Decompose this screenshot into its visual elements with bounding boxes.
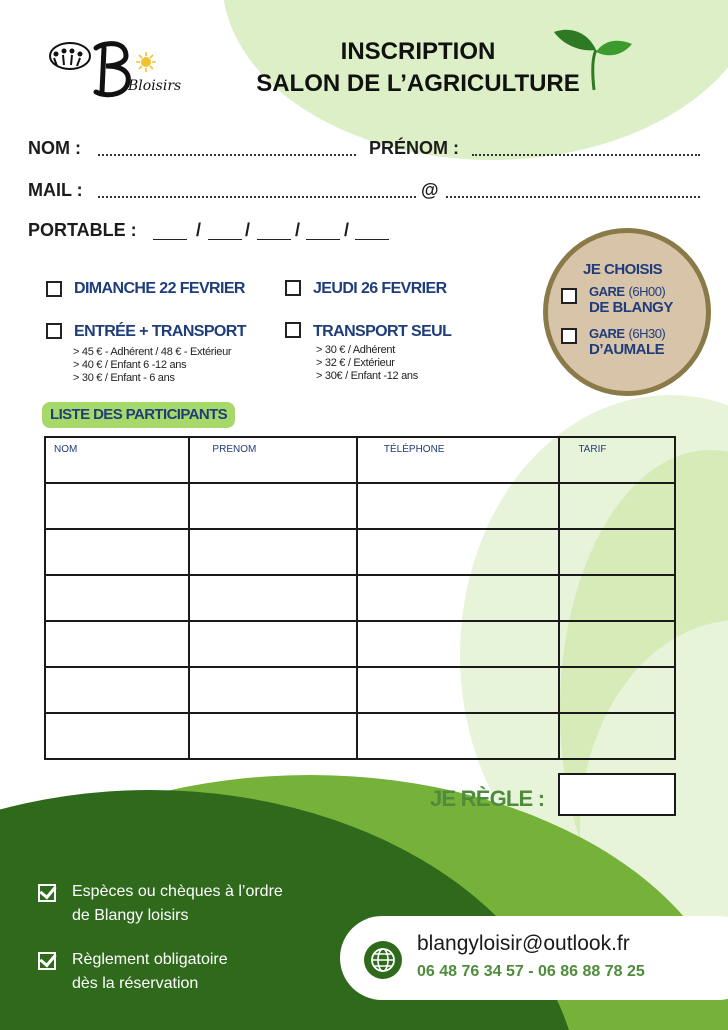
table-cell[interactable] bbox=[559, 483, 675, 529]
note-line: dès la réservation bbox=[72, 975, 199, 992]
mail-at-sign: @ bbox=[421, 180, 439, 200]
participants-table bbox=[44, 436, 676, 760]
table-cell[interactable] bbox=[45, 667, 189, 713]
gare-name: D’AUMALE bbox=[589, 341, 665, 358]
entree-transport-checkbox[interactable] bbox=[46, 323, 62, 339]
portable-label: PORTABLE : bbox=[28, 220, 137, 240]
table-cell[interactable] bbox=[357, 667, 559, 713]
note-line: Règlement obligatoire bbox=[72, 951, 228, 968]
portable-slash-3: / bbox=[295, 220, 301, 240]
table-cell[interactable] bbox=[357, 713, 559, 759]
choose-title: JE CHOISIS bbox=[583, 261, 663, 278]
transport-seul-checkbox[interactable] bbox=[285, 322, 301, 338]
jeudi-label: JEUDI 26 FEVRIER bbox=[313, 280, 447, 297]
table-row bbox=[45, 483, 675, 529]
participants-body bbox=[45, 483, 675, 759]
portable-field-3[interactable] bbox=[257, 238, 291, 240]
logo-text: Bloisirs bbox=[128, 78, 182, 94]
gare-time: (6H00) bbox=[628, 284, 666, 299]
portable-slash-2: / bbox=[245, 220, 251, 240]
table-cell[interactable] bbox=[189, 483, 356, 529]
logo-icon bbox=[44, 34, 184, 106]
column-header-tarif: TARIF bbox=[559, 437, 675, 483]
mail-label: MAIL : bbox=[28, 180, 83, 200]
price-line: > 45 € - Adhérent / 48 € - Extérieur bbox=[73, 346, 232, 358]
price-line: > 30 € / Adhérent bbox=[316, 344, 395, 356]
transport-seul-prices bbox=[316, 344, 418, 383]
portable-slash-1: / bbox=[196, 220, 202, 240]
table-header-row bbox=[45, 437, 675, 483]
table-row bbox=[45, 667, 675, 713]
table-cell[interactable] bbox=[189, 621, 356, 667]
participants-title: LISTE DES PARTICIPANTS bbox=[42, 402, 235, 428]
payment-method-note bbox=[72, 880, 283, 928]
payment-amount-field[interactable] bbox=[558, 773, 676, 816]
portable-field-1[interactable] bbox=[153, 238, 187, 240]
table-cell[interactable] bbox=[559, 575, 675, 621]
mail-user-field[interactable] bbox=[98, 196, 416, 198]
entree-transport-label: ENTRÉE + TRANSPORT bbox=[74, 323, 246, 340]
page-title bbox=[250, 36, 586, 100]
nom-label: NOM : bbox=[28, 138, 81, 158]
table-cell[interactable] bbox=[189, 529, 356, 575]
checkmark-icon bbox=[38, 952, 56, 970]
price-line: > 32 € / Extérieur bbox=[316, 357, 395, 369]
table-cell[interactable] bbox=[45, 575, 189, 621]
gare-aumale-checkbox[interactable] bbox=[561, 328, 577, 344]
nom-field[interactable] bbox=[98, 154, 356, 156]
title-line-2: SALON DE L’AGRICULTURE bbox=[256, 70, 580, 97]
price-line: > 40 € / Enfant 6 -12 ans bbox=[73, 359, 187, 371]
note-line: Espèces ou chèques à l’ordre bbox=[72, 883, 283, 900]
transport-seul-label: TRANSPORT SEUL bbox=[313, 323, 452, 340]
title-line-1: INSCRIPTION bbox=[340, 38, 496, 65]
table-cell[interactable] bbox=[45, 529, 189, 575]
table-cell[interactable] bbox=[189, 575, 356, 621]
column-header-telephone: TÉLÉPHONE bbox=[357, 437, 559, 483]
prenom-field[interactable] bbox=[472, 154, 700, 156]
contact-phones[interactable]: 06 48 76 34 57 - 06 86 88 78 25 bbox=[417, 963, 645, 980]
table-cell[interactable] bbox=[357, 621, 559, 667]
table-cell[interactable] bbox=[559, 529, 675, 575]
globe-icon bbox=[364, 941, 402, 979]
gare-time: (6H30) bbox=[628, 326, 666, 341]
column-header-prenom: PRENOM bbox=[189, 437, 356, 483]
table-cell[interactable] bbox=[357, 529, 559, 575]
payment-required-note bbox=[72, 948, 228, 996]
dimanche-checkbox[interactable] bbox=[46, 281, 62, 297]
contact-email[interactable]: blangyloisir@outlook.fr bbox=[417, 932, 630, 955]
table-cell[interactable] bbox=[357, 483, 559, 529]
dimanche-label: DIMANCHE 22 FEVRIER bbox=[74, 280, 245, 297]
table-cell[interactable] bbox=[559, 713, 675, 759]
portable-slash-4: / bbox=[344, 220, 350, 240]
gare-name: DE BLANGY bbox=[589, 299, 673, 316]
jeudi-checkbox[interactable] bbox=[285, 280, 301, 296]
entree-transport-prices bbox=[73, 346, 231, 385]
gare-prefix: GARE bbox=[589, 326, 625, 341]
table-cell[interactable] bbox=[559, 667, 675, 713]
table-row bbox=[45, 575, 675, 621]
portable-field-2[interactable] bbox=[208, 238, 242, 240]
prenom-label: PRÉNOM : bbox=[369, 138, 459, 158]
column-header-nom: NOM bbox=[45, 437, 189, 483]
payment-label: JE RÈGLE : bbox=[430, 786, 545, 811]
table-row bbox=[45, 713, 675, 759]
note-line: de Blangy loisirs bbox=[72, 907, 189, 924]
checkmark-icon bbox=[38, 884, 56, 902]
gare-blangy-label bbox=[589, 284, 673, 316]
gare-aumale-label bbox=[589, 326, 665, 358]
price-line: > 30€ / Enfant -12 ans bbox=[316, 370, 418, 382]
gare-prefix: GARE bbox=[589, 284, 625, 299]
portable-field-5[interactable] bbox=[355, 238, 389, 240]
gare-blangy-checkbox[interactable] bbox=[561, 288, 577, 304]
table-cell[interactable] bbox=[189, 667, 356, 713]
table-cell[interactable] bbox=[45, 713, 189, 759]
table-cell[interactable] bbox=[45, 621, 189, 667]
table-row bbox=[45, 621, 675, 667]
table-cell[interactable] bbox=[45, 483, 189, 529]
price-line: > 30 € / Enfant - 6 ans bbox=[73, 372, 175, 384]
portable-field-4[interactable] bbox=[306, 238, 340, 240]
mail-domain-field[interactable] bbox=[446, 196, 700, 198]
table-cell[interactable] bbox=[189, 713, 356, 759]
table-cell[interactable] bbox=[357, 575, 559, 621]
logo bbox=[44, 34, 184, 106]
table-row bbox=[45, 529, 675, 575]
table-cell[interactable] bbox=[559, 621, 675, 667]
